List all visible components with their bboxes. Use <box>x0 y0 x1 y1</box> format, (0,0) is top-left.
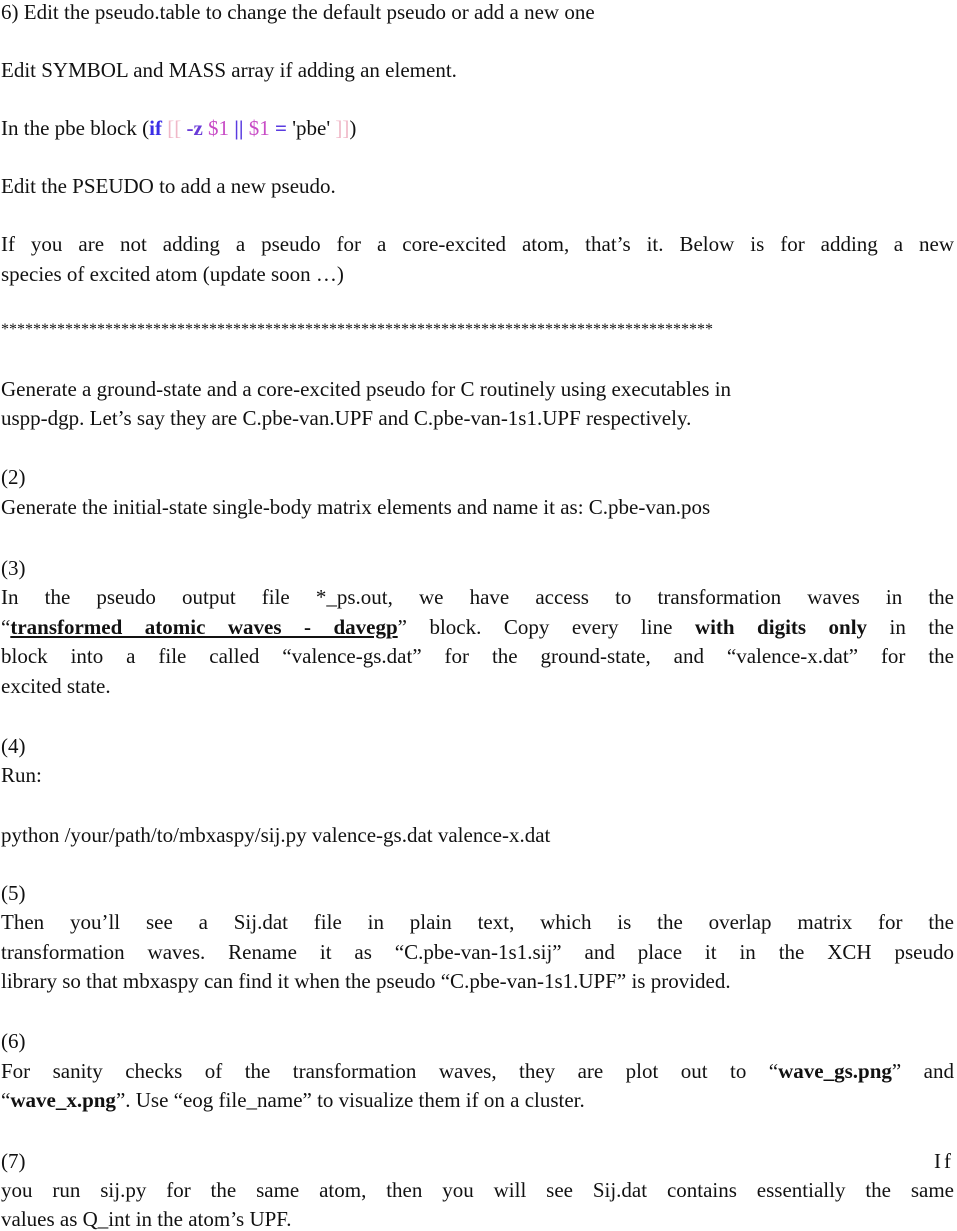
step5-line1: Then you’ll see a Sij.dat file in plain text, which is the overlap matrix for the <box>1 910 954 934</box>
step7-line2: you run sij.py for the same atom, then you will see Sij.dat contains essentially the same <box>1 1178 954 1202</box>
code-op-or: || <box>234 116 244 140</box>
excited-note-line2: species of excited atom (update soon …) <box>1 262 344 286</box>
step3-line2 <box>1 615 954 639</box>
step3-digits-only: with digits only <box>694 615 868 639</box>
intro-line2: uspp-dgp. Let’s say they are C.pbe-van.UPF and C.pbe-van-1s1.UPF respectively. <box>1 406 692 430</box>
step2-label: (2) <box>1 465 26 489</box>
excited-note-line1: If you are not adding a pseudo for a core-excited atom, that’s it. Below is for adding a new <box>1 232 954 256</box>
step3-line2-mid: ” block. Copy every line <box>397 615 695 639</box>
code-bracket-open: [[ <box>167 116 182 140</box>
pbe-block-line <box>1 116 954 140</box>
separator-line: ***************************************************************************************** <box>1 321 713 338</box>
step6-label: (6) <box>1 1029 26 1053</box>
step3-quote-open: “ <box>1 615 11 639</box>
code-keyword-if: if <box>149 116 162 140</box>
step7-label: (7) <box>1 1149 26 1173</box>
step3-line4: excited state. <box>1 674 111 698</box>
step5-line2: transformation waves. Rename it as “C.pbe-van-1s1.sij” and place it in the XCH pseudo <box>1 940 954 964</box>
step6-line2-post: ”. Use “eog file_name” to visualize them if on a cluster. <box>115 1088 585 1112</box>
step5-line3: library so that mbxaspy can find it when the pseudo “C.pbe-van-1s1.UPF” is provided. <box>1 969 731 993</box>
step7-line3: values as Q_int in the atom’s UPF. <box>1 1207 292 1231</box>
code-var-1: $1 <box>208 116 230 140</box>
code-bracket-close: ]] <box>335 116 350 140</box>
code-var-2: $1 <box>248 116 270 140</box>
step6-line1 <box>1 1059 954 1083</box>
step4-label: (4) <box>1 734 26 758</box>
step7-if-word: If <box>934 1149 954 1173</box>
edit-symbol-line: Edit SYMBOL and MASS array if adding an element. <box>1 58 457 82</box>
step6-line1-post: ” and <box>891 1059 954 1083</box>
intro-line1: Generate a ground-state and a core-excited pseudo for C routinely using executables in <box>1 377 732 401</box>
step4-run: Run: <box>1 763 42 787</box>
edit-pseudo-line: Edit the PSEUDO to add a new pseudo. <box>1 174 336 198</box>
code-op-eq: = <box>275 116 287 140</box>
code-string-pbe: 'pbe' <box>292 116 331 140</box>
step5-label: (5) <box>1 881 26 905</box>
step6-wave-x-file: wave_x.png <box>10 1088 116 1112</box>
step3-block-name: transformed atomic waves - davegp <box>10 615 398 639</box>
step6-line2 <box>1 1088 954 1112</box>
step3-line3: block into a file called “valence-gs.dat” for the ground-state, and “valence-x.dat” for the <box>1 644 954 668</box>
step3-label: (3) <box>1 556 26 580</box>
code-flag-z: -z <box>186 116 203 140</box>
step6-wave-gs-file: wave_gs.png <box>778 1059 892 1083</box>
step6-line1-pre: For sanity checks of the transformation waves, they are plot out to “ <box>1 1059 779 1083</box>
pbe-block-suffix: ) <box>349 116 357 140</box>
step2-line1: Generate the initial-state single-body matrix elements and name it as: C.pbe-van.pos <box>1 495 711 519</box>
step4-command: python /your/path/to/mbxaspy/sij.py valence-gs.dat valence-x.dat <box>1 823 551 847</box>
step6-heading: 6) Edit the pseudo.table to change the default pseudo or add a new one <box>1 0 595 24</box>
pbe-block-prefix: In the pbe block ( <box>1 116 150 140</box>
step3-line1: In the pseudo output file *_ps.out, we have access to transformation waves in the <box>1 585 954 609</box>
step3-line2-end: in the <box>867 615 954 639</box>
step6-line2-quote: “ <box>1 1088 11 1112</box>
